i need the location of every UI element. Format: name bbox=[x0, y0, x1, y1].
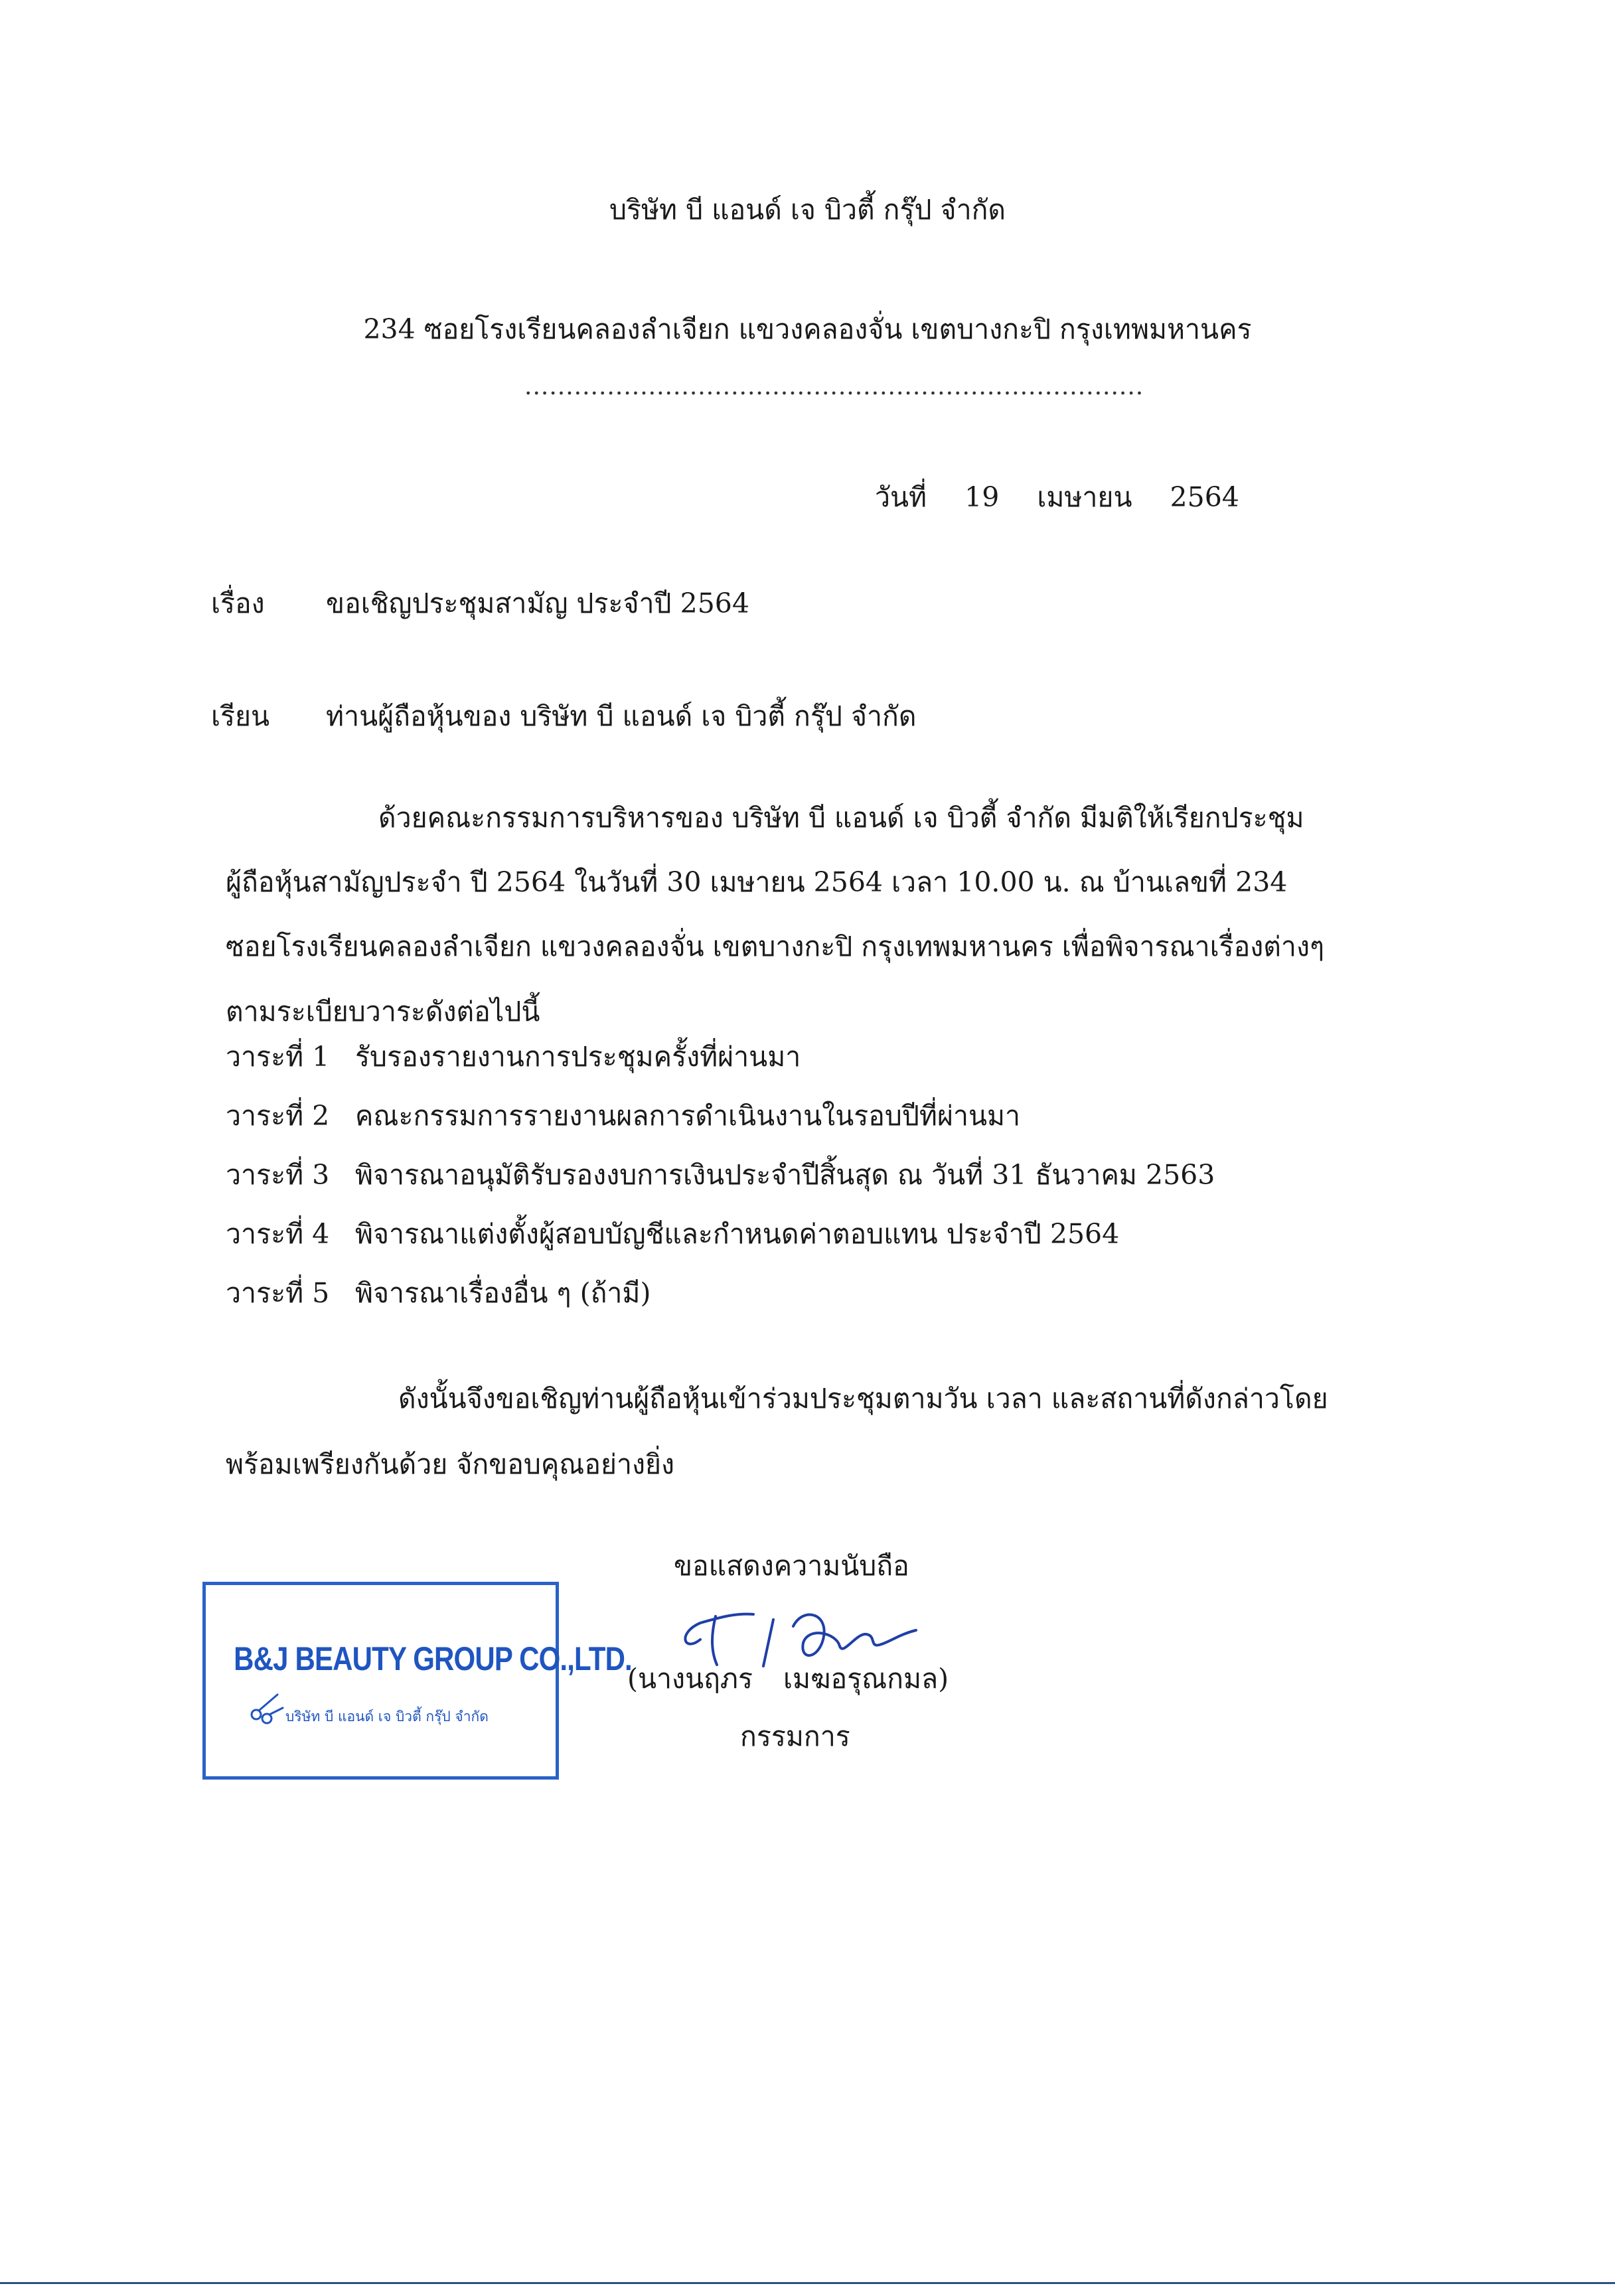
date-day: 19 bbox=[964, 481, 1000, 513]
subject-text: ขอเชิญประชุมสามัญ ประจำปี 2564 bbox=[326, 587, 749, 619]
agenda-text: พิจารณาอนุมัติรับรองงบการเงินประจำปีสิ้นสุด ณ วันที่ 31 ธันวาคม 2563 bbox=[355, 1159, 1215, 1191]
body-line: ซอยโรงเรียนคลองลำเจียก แขวงคลองจั่น เขตบางกะปิ กรุงเทพมหานคร เพื่อพิจารณาเรื่องต่างๆ bbox=[226, 931, 1324, 963]
agenda-number: วาระที่ 3 bbox=[226, 1159, 330, 1191]
date-label: วันที่ bbox=[875, 481, 927, 513]
agenda-text: คณะกรรมการรายงานผลการดำเนินงานในรอบปีที่ผ่านมา bbox=[355, 1100, 1021, 1132]
signer-first-name: (นางนฤภร bbox=[627, 1663, 753, 1695]
recipient-label: เรียน bbox=[211, 700, 270, 732]
signer-last-name: เมฆอรุณกมล) bbox=[783, 1663, 949, 1695]
bottom-divider bbox=[0, 2282, 1615, 2284]
scissors-icon bbox=[244, 1688, 284, 1728]
agenda-text: รับรองรายงานการประชุมครั้งที่ผ่านมา bbox=[355, 1041, 801, 1073]
agenda-item bbox=[226, 1159, 1215, 1218]
company-name: บริษัท บี แอนด์ เจ บิวตี้ กรุ๊ป จำกัด bbox=[609, 194, 1006, 226]
agenda-list bbox=[226, 1041, 1215, 1336]
company-stamp bbox=[202, 1582, 632, 1780]
agenda-number: วาระที่ 5 bbox=[226, 1277, 330, 1309]
recipient-text: ท่านผู้ถือหุ้นของ บริษัท บี แอนด์ เจ บิวตี้ กรุ๊ป จำกัด bbox=[326, 700, 917, 732]
regards-text: ขอแสดงความนับถือ bbox=[674, 1550, 909, 1582]
subject-row bbox=[211, 587, 749, 620]
body-line: ตามระเบียบวาระดังต่อไปนี้ bbox=[226, 995, 540, 1028]
closing-line: พร้อมเพรียงกันด้วย จักขอบคุณอย่างยิ่ง bbox=[226, 1448, 675, 1481]
closing-line: ดังนั้นจึงขอเชิญท่านผู้ถือหุ้นเข้าร่วมประชุมตามวัน เวลา และสถานที่ดังกล่าวโดย bbox=[398, 1383, 1328, 1415]
company-address: 234 ซอยโรงเรียนคลองลำเจียก แขวงคลองจั่น เขตบางกะปิ กรุงเทพมหานคร bbox=[363, 313, 1252, 345]
agenda-text: พิจารณาแต่งตั้งผู้สอบบัญชีและกำหนดค่าตอบแทน ประจำปี 2564 bbox=[355, 1218, 1120, 1250]
dotted-divider: ........................................................................... bbox=[524, 373, 1144, 400]
agenda-text: พิจารณาเรื่องอื่น ๆ (ถ้ามี) bbox=[355, 1277, 651, 1309]
body-line: ผู้ถือหุ้นสามัญประจำ ปี 2564 ในวันที่ 30 เมษายน 2564 เวลา 10.00 น. ณ บ้านเลขที่ 234 bbox=[226, 866, 1288, 899]
agenda-item bbox=[226, 1218, 1215, 1277]
agenda-number: วาระที่ 1 bbox=[226, 1041, 330, 1073]
subject-label: เรื่อง bbox=[211, 587, 265, 619]
letter-date bbox=[875, 481, 1269, 514]
recipient-row bbox=[211, 700, 916, 733]
agenda-item bbox=[226, 1041, 1215, 1100]
stamp-title: B&J BEAUTY GROUP CO.,LTD. bbox=[234, 1640, 632, 1677]
body-line: ด้วยคณะกรรมการบริหารของ บริษัท บี แอนด์ เจ บิวตี้ จำกัด มีมติให้เรียกประชุม bbox=[378, 802, 1304, 834]
body-paragraph bbox=[226, 802, 1381, 1060]
agenda-item bbox=[226, 1100, 1215, 1159]
agenda-number: วาระที่ 2 bbox=[226, 1100, 330, 1132]
agenda-number: วาระที่ 4 bbox=[226, 1218, 330, 1250]
signer-name bbox=[627, 1663, 949, 1695]
date-year: 2564 bbox=[1170, 481, 1239, 513]
signer-position: กรรมการ bbox=[740, 1721, 850, 1752]
stamp-subtitle: บริษัท บี แอนด์ เจ บิวตี้ กรุ๊ป จำกัด bbox=[285, 1709, 489, 1724]
agenda-item bbox=[226, 1277, 1215, 1336]
closing-paragraph bbox=[226, 1383, 1374, 1481]
date-month: เมษายน bbox=[1037, 481, 1132, 513]
